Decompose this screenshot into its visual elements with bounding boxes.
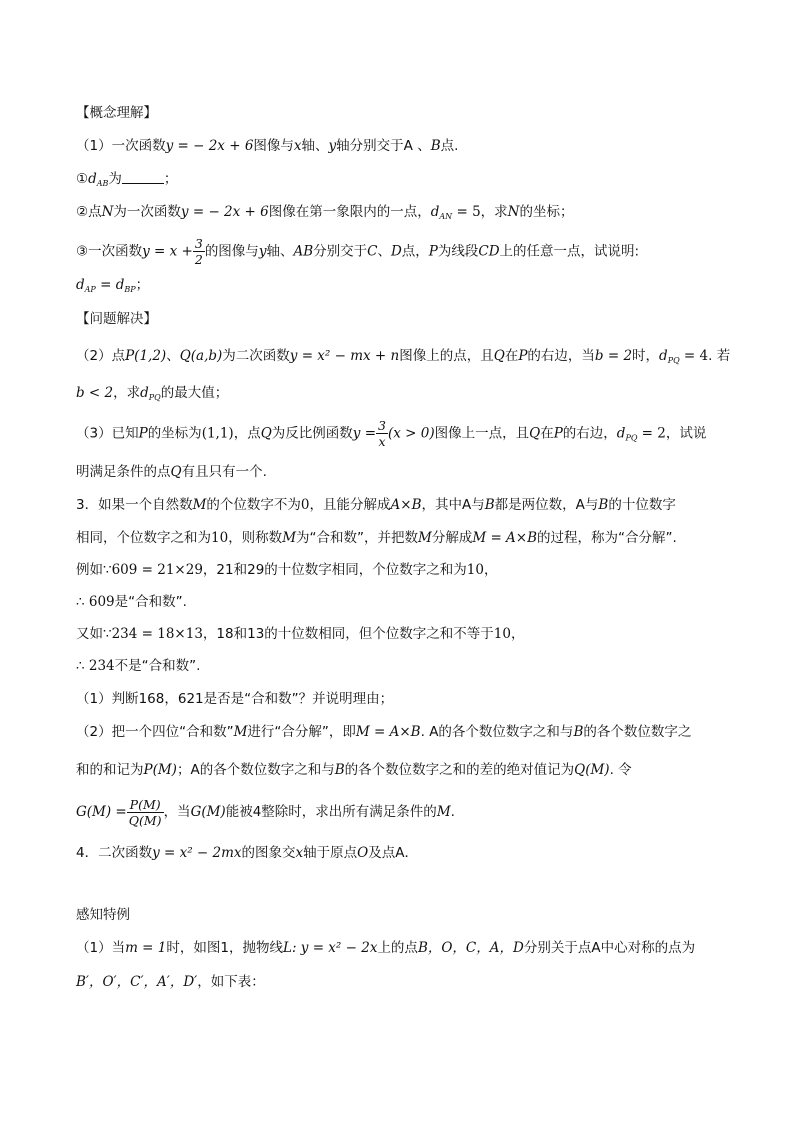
perceive-line2: B′，O′，C′，A′，D′，如下表： [76, 974, 265, 990]
q2-statement: （2）点P(1,2)、Q(a,b)为二次函数y = x² − mx + n图像上的点，且Q在P的右边，当b = 2时，$d_{PQ} = 4$. 若 [76, 348, 731, 365]
perceive-line1: （1）当m = 1时，如图1，抛物线L: y = x² − 2x上的点B，O，C，A，D分别关于点A中心对称的点为 [76, 940, 696, 956]
q1-part1: $①d_{AB}$为 ； [76, 171, 178, 188]
fraction-three-halves: $\frac{3}{2}$ [194, 236, 203, 267]
p3-question2-cont: 和的和记为P(M)；A的各个数位数字之和与B的各个数位数字之和的差的绝对值记为Q(M). 令 [76, 762, 632, 778]
q3-statement-cont: 明满足条件的点Q有且只有一个. [76, 464, 267, 480]
p4-statement: 4．二次函数y = x² − 2mx的图象交x轴于原点O及点A． [76, 845, 418, 861]
p3-line5: 又如∵234 = 18×13，18和13的十位数相同，但个位数字之和不等于10， [76, 626, 525, 642]
p3-question2: （2）把一个四位“合和数”M进行“合分解”，即M = A×B. A的各个数位数字之和与B的各个数位数字之 [76, 724, 692, 740]
p3-line1: 3．如果一个自然数M的个位数字不为0，且能分解成A×B，其中A与B都是两位数，A与B的十位数字 [76, 497, 676, 513]
fraction-p-over-q: $\frac{P(M)}{Q(M)}$ [128, 796, 162, 828]
fraction-three-over-x: $\frac{3}{x}$ [378, 418, 386, 449]
p3-line2: 相同，个位数字之和为10，则称数M为“合和数”，并把数M分解成M = A×B的过程，称为“合分解”. [76, 530, 677, 546]
q1-part3: ③一次函数y = x + $\frac{3}{2}$ 的图像与y轴、AB分别交于C、D点，P为线段CD上的任意一点，试说明: [76, 236, 640, 267]
section-problem-heading: 【问题解决】 [76, 311, 157, 327]
q3-statement: （3）已知P的坐标为(1,1)，点Q为反比例函数y = $\frac{3}{x}$ (x > 0)图像上一点，且Q在P的右边，$d_{PQ} = 2$，试说 [76, 418, 707, 449]
p3-line6: ∴ 234不是“合和数”. [76, 658, 201, 674]
section-concept-heading: 【概念理解】 [76, 105, 157, 121]
q1-statement: （1）一次函数y = − 2x + 6图像与x轴、y轴分别交于A 、B点. [76, 138, 459, 154]
p3-line3: 例如∵609 = 21×29，21和29的十位数字相同，个位数字之和为10， [76, 562, 498, 578]
answer-blank[interactable] [122, 171, 164, 184]
q1-part3-equation: $d_{AP} = d_{BP}$； [76, 277, 150, 294]
p3-line4: ∴ 609是“合和数”. [76, 594, 187, 610]
perceive-heading: 感知特例 [76, 907, 130, 923]
q2-statement-cont: b < 2，求$d_{PQ}$的最大值； [76, 385, 229, 402]
q1-part2: ②点N为一次函数y = − 2x + 6图像在第一象限内的一点，$d_{AN} = 5$，求N的坐标； [76, 204, 574, 221]
p3-question1: （1）判断168，621是否是“合和数”？并说明理由； [76, 691, 394, 707]
p3-g-definition: G(M) = $\frac{P(M)}{Q(M)}$ ，当G(M)能被4整除时，求出所有满足条件的M. [76, 796, 455, 828]
